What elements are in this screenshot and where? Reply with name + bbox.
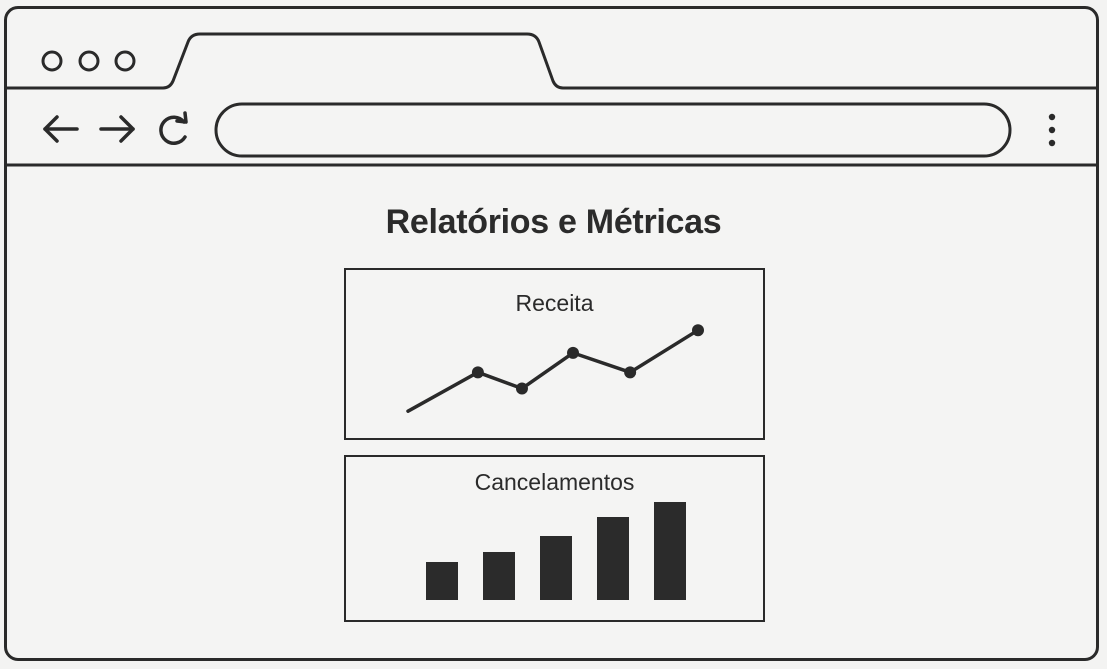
maximize-window-icon[interactable] <box>116 52 134 70</box>
cancellations-bar-2 <box>483 552 515 600</box>
cancellations-bar-chart <box>346 457 762 619</box>
revenue-chart-title: Receita <box>515 290 594 316</box>
cancellations-chart-title: Cancelamentos <box>474 469 635 495</box>
cancellations-bar-1 <box>426 562 458 600</box>
revenue-point-4 <box>567 347 579 359</box>
cancellations-bar-5 <box>654 502 686 600</box>
forward-button[interactable] <box>95 112 141 148</box>
page-title: Relatórios e Métricas <box>385 203 722 241</box>
revenue-point-6 <box>692 324 704 336</box>
revenue-line-chart <box>346 270 762 437</box>
revenue-point-3 <box>516 383 528 395</box>
revenue-series-line <box>408 330 698 411</box>
tab-outline <box>7 34 1099 88</box>
address-bar-input[interactable] <box>223 105 1005 155</box>
close-window-icon[interactable] <box>43 52 61 70</box>
browser-menu-button[interactable] <box>1039 109 1067 151</box>
cancellations-chart-card <box>344 455 765 622</box>
back-button[interactable] <box>37 112 85 148</box>
revenue-point-2 <box>472 366 484 378</box>
cancellations-bar-3 <box>540 536 572 600</box>
browser-tab[interactable] <box>185 31 549 89</box>
revenue-point-5 <box>624 366 636 378</box>
reload-button[interactable] <box>155 109 195 149</box>
minimize-window-icon[interactable] <box>80 52 98 70</box>
cancellations-bar-4 <box>597 517 629 600</box>
revenue-chart-card <box>344 268 765 440</box>
